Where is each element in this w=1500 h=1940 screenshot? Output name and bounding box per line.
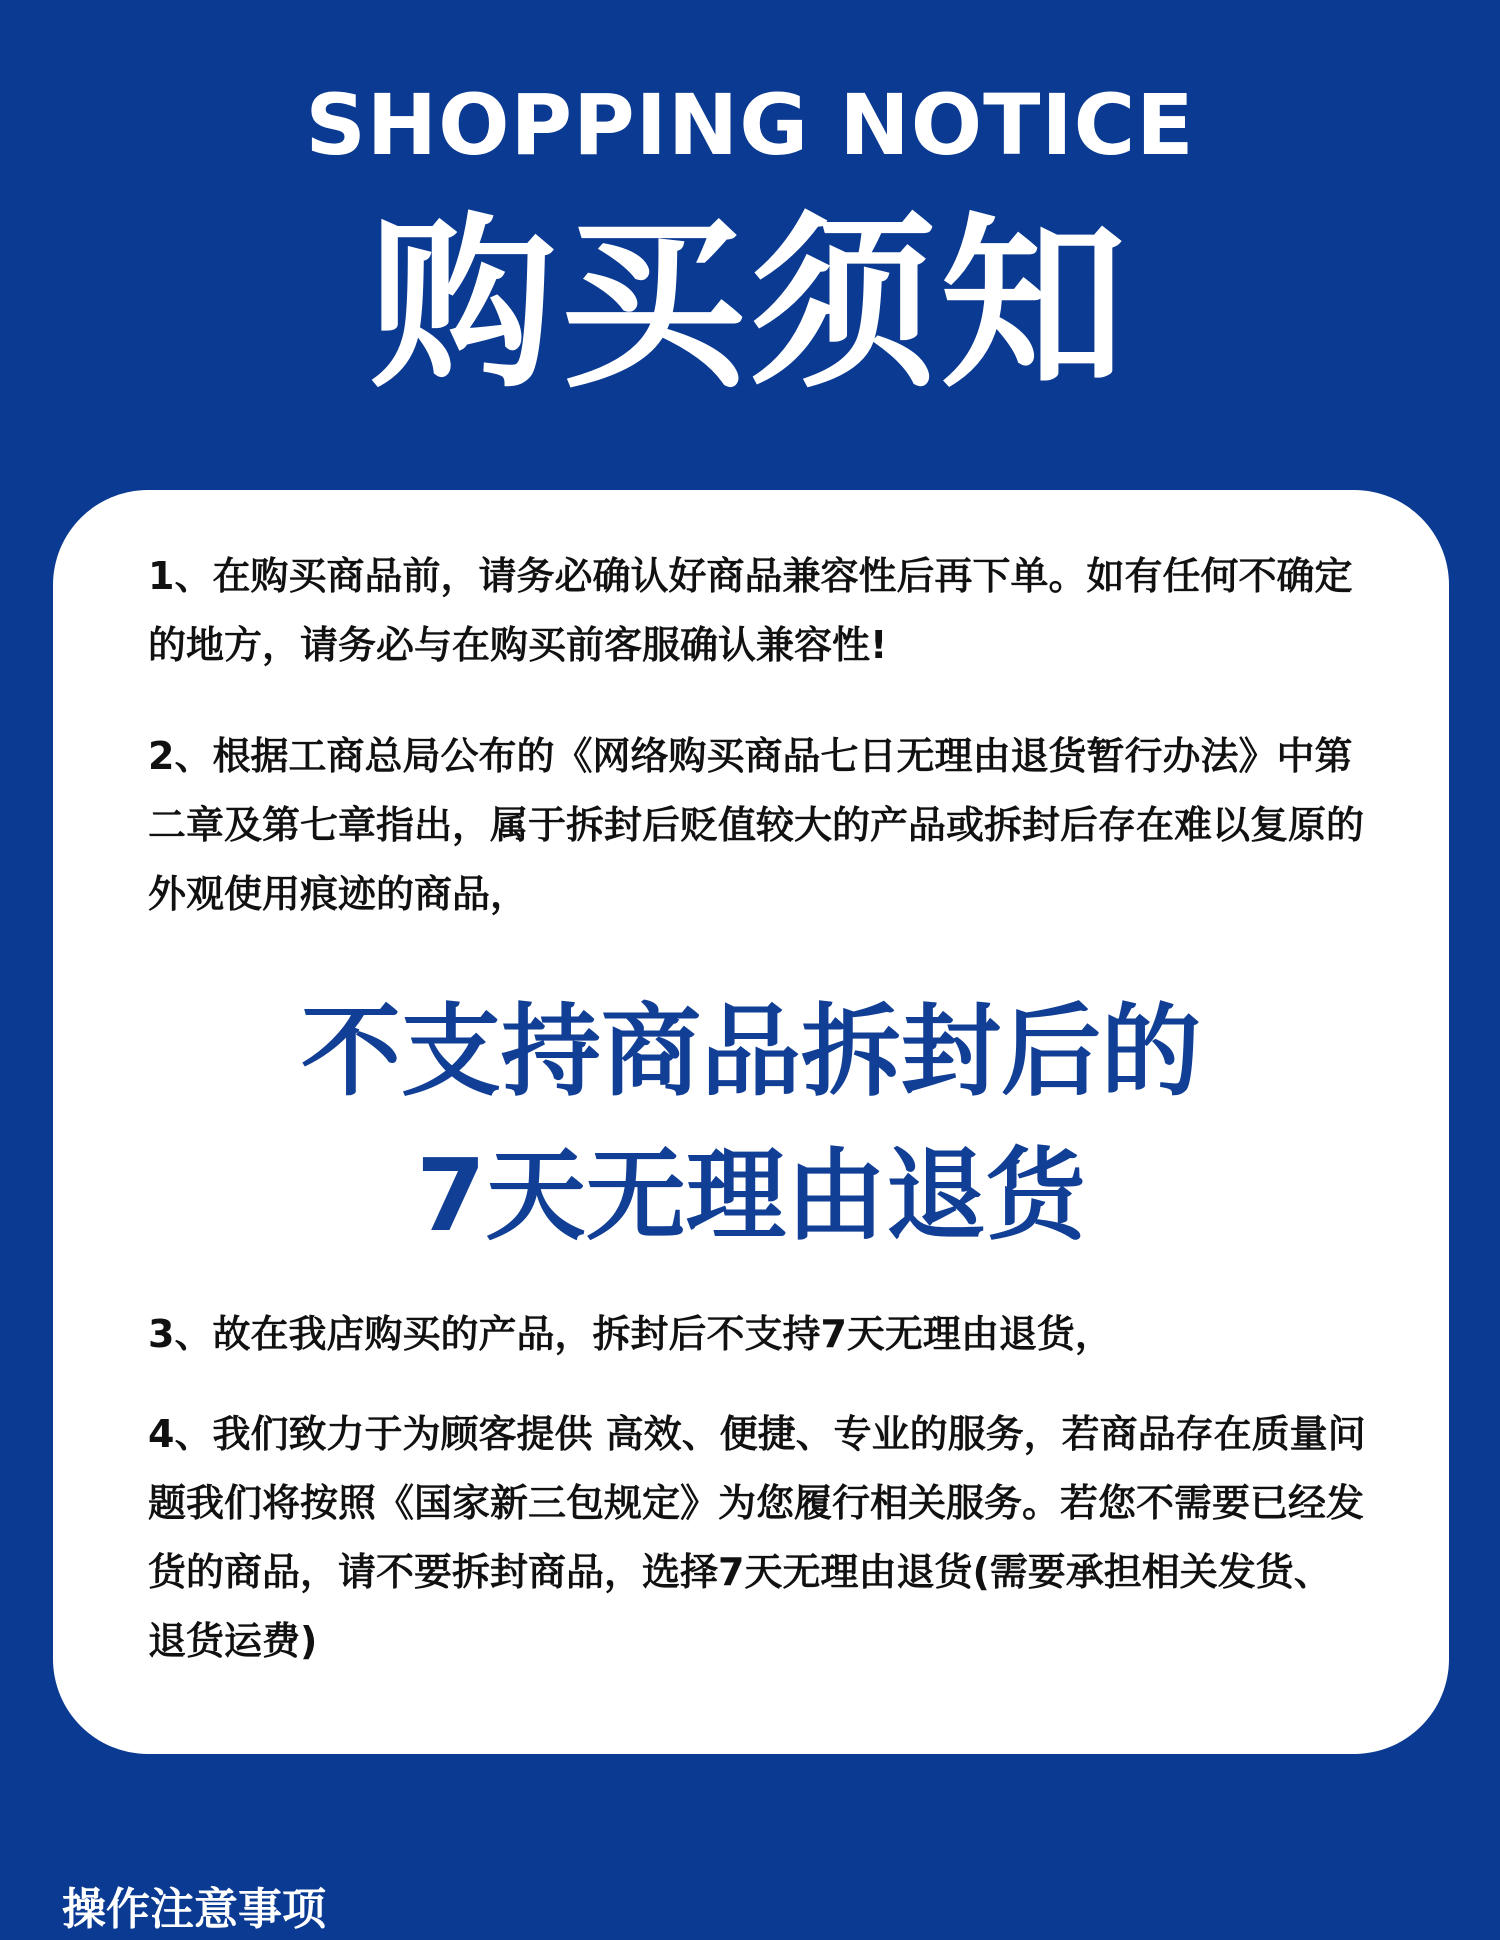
- notice-item-2: 2、根据工商总局公布的《网络购买商品七日无理由退货暂行办法》中第二章及第七章指出，属于拆封后贬值较大的产品或拆封后存在难以复原的外观使用痕迹的商品，: [148, 734, 1365, 916]
- highlight-line-2: 7天无理由退货: [416, 1137, 1086, 1254]
- notice-card: [53, 490, 1449, 1754]
- highlight-statement: [53, 980, 1449, 1268]
- title-chinese: 购买须知: [369, 196, 1130, 413]
- section-title-operation-notes: 操作注意事项: [62, 1884, 326, 1935]
- notice-item-4: 4、我们致力于为顾客提供 高效、便捷、专业的服务，若商品存在质量问题我们将按照《国家新三包规定》为您履行相关服务。若您不需要已经发货的商品，请不要拆封商品，选择7天无理由退货(需要承担相关发货、退货运费): [148, 1412, 1366, 1663]
- highlight-line-1: 不支持商品拆封后的: [301, 993, 1201, 1110]
- notice-item-1: 1、在购买商品前，请务必确认好商品兼容性后再下单。如有任何不确定的地方，请务必与在购买前客服确认兼容性!: [148, 554, 1353, 667]
- title-english: SHOPPING NOTICE: [305, 76, 1195, 174]
- notice-item-3: 3、故在我店购买的产品，拆封后不支持7天无理由退货，: [148, 1312, 1113, 1356]
